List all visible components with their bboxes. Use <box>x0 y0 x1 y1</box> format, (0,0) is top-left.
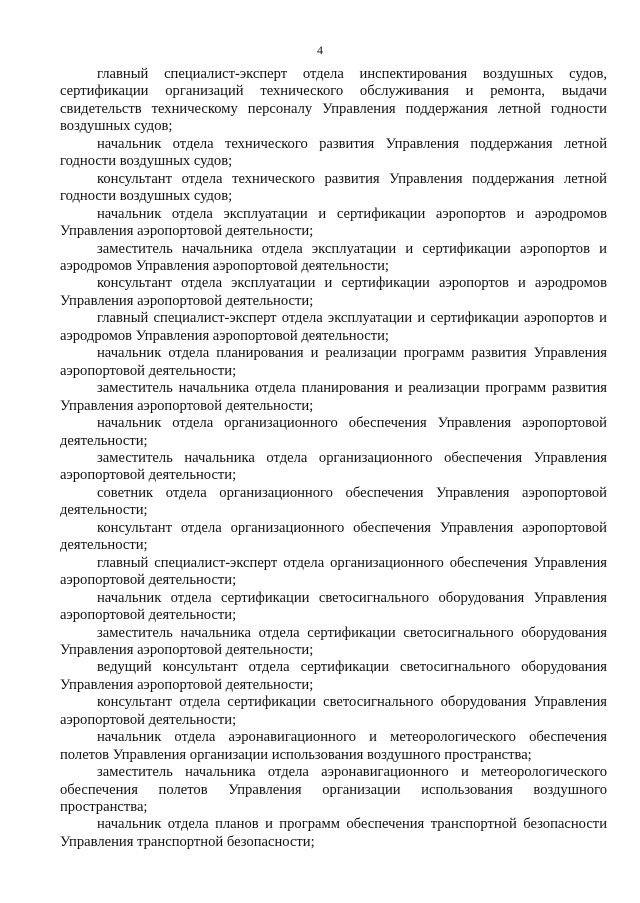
list-item: начальник отдела планов и программ обеспечения транспортной безопасности Управления транспортной безопасности; <box>60 816 607 850</box>
list-item: начальник отдела сертификации светосигнального оборудования Управления аэропортовой деятельности; <box>60 589 607 624</box>
document-body <box>60 66 607 851</box>
list-item: заместитель начальника отдела планирования и реализации программ развития Управления аэропортовой деятельности; <box>60 380 607 414</box>
list-item: начальник отдела технического развития Управления поддержания летной годности воздушных судов; <box>60 135 607 170</box>
list-item: советник отдела организационного обеспечения Управления аэропортовой деятельности; <box>60 484 607 519</box>
list-item: начальник отдела эксплуатации и сертификации аэропортов и аэродромов Управления аэропортовой деятельности; <box>60 205 607 240</box>
list-item: заместитель начальника отдела эксплуатации и сертификации аэропортов и аэродромов Управления аэропортовой деятельности; <box>60 240 607 274</box>
list-item: главный специалист-эксперт отдела инспектирования воздушных судов, сертификации организаций технического обслуживания и ремонта, выдачи свидетельств техническому персоналу Управления поддержания летной годности воздушных судов; <box>60 66 607 135</box>
list-item: консультант отдела технического развития Управления поддержания летной годности воздушных судов; <box>60 170 607 205</box>
list-item: консультант отдела эксплуатации и сертификации аэропортов и аэродромов Управления аэропортовой деятельности; <box>60 275 607 309</box>
list-item: консультант отдела организационного обеспечения Управления аэропортовой деятельности; <box>60 519 607 554</box>
list-item: ведущий консультант отдела сертификации светосигнального оборудования Управления аэропортовой деятельности; <box>60 659 607 693</box>
list-item: начальник отдела планирования и реализации программ развития Управления аэропортовой деятельности; <box>60 345 607 379</box>
list-item: заместитель начальника отдела аэронавигационного и метеорологического обеспечения полетов Управления организации использования воздушного пространства; <box>60 764 607 816</box>
list-item: консультант отдела сертификации светосигнального оборудования Управления аэропортовой деятельности; <box>60 694 607 728</box>
list-item: начальник отдела организационного обеспечения Управления аэропортовой деятельности; <box>60 415 607 449</box>
list-item: начальник отдела аэронавигационного и метеорологического обеспечения полетов Управления организации использования воздушного пространства; <box>60 729 607 763</box>
list-item: главный специалист-эксперт отдела эксплуатации и сертификации аэропортов и аэродромов Управления аэропортовой деятельности; <box>60 310 607 344</box>
list-item: главный специалист-эксперт отдела организационного обеспечения Управления аэропортовой деятельности; <box>60 554 607 589</box>
list-item: заместитель начальника отдела организационного обеспечения Управления аэропортовой деятельности; <box>60 449 607 484</box>
list-item: заместитель начальника отдела сертификации светосигнального оборудования Управления аэропортовой деятельности; <box>60 624 607 658</box>
page-number: 4 <box>317 43 323 57</box>
